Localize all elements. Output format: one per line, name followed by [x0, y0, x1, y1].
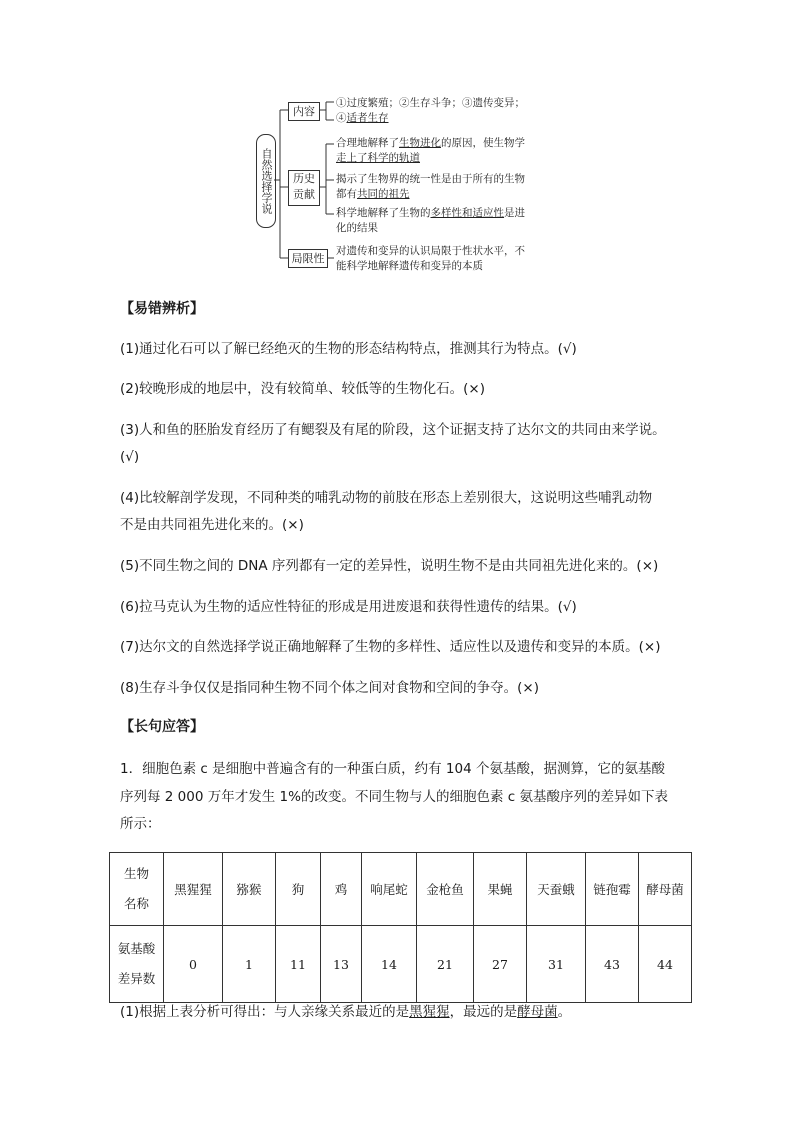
limit-text: 对遗传和变异的认识局限于性状水平，不 能科学地解释遗传和变异的本质: [336, 245, 525, 272]
section-heading-long-answer: 【长句应答】: [120, 719, 204, 735]
judgement-item-7: (7)达尔文的自然选择学说正确地解释了生物的多样性、适应性以及遗传和变异的本质。(×): [120, 639, 661, 655]
judgement-item-8: (8)生存斗争仅仅是指同种生物不同个体之间对食物和空间的争夺。(×): [120, 680, 539, 696]
organism-cell: 鸡: [321, 853, 362, 926]
table-header-organism: 生物 名称: [110, 853, 164, 926]
judgement-item-4-cont: 不是由共同祖先进化来的。(×): [120, 517, 304, 533]
difference-cell: 13: [321, 926, 362, 1003]
question-1-answer: (1)根据上表分析可得出：与人亲缘关系最近的是黑猩猩，最远的是酵母菌。: [120, 1004, 572, 1020]
diagram-root-label: 自然选择学说: [256, 134, 276, 228]
organism-cell: 猕猴: [223, 853, 276, 926]
question-1-line-2: 序列每 2 000 万年才发生 1%的改变。不同生物与人的细胞色素 c 氨基酸序列的差异如下表: [120, 789, 668, 805]
content-line-2: ④适者生存: [336, 112, 389, 124]
organism-cell: 天蚕蛾: [527, 853, 586, 926]
content-label: 内容: [288, 102, 320, 121]
limit-label: 局限性: [288, 249, 328, 268]
difference-cell: 44: [639, 926, 692, 1003]
natural-selection-diagram: [248, 92, 548, 282]
judgement-item-6: (6)拉马克认为生物的适应性特征的形成是用进废退和获得性遗传的结果。(√): [120, 599, 577, 615]
section-heading-errors: 【易错辨析】: [120, 301, 204, 317]
difference-cell: 27: [474, 926, 527, 1003]
judgement-item-3-cont: (√): [120, 449, 140, 465]
difference-cell: 31: [527, 926, 586, 1003]
organism-cell: 黑猩猩: [164, 853, 223, 926]
organism-cell: 酵母菌: [639, 853, 692, 926]
table-header-difference: 氨基酸 差异数: [110, 926, 164, 1003]
question-1-line-3: 所示：: [120, 816, 161, 832]
judgement-item-3: (3)人和鱼的胚胎发育经历了有鳃裂及有尾的阶段，这个证据支持了达尔文的共同由来学说。: [120, 422, 666, 438]
organism-cell: 果蝇: [474, 853, 527, 926]
difference-cell: 21: [417, 926, 474, 1003]
table-row-differences: [110, 926, 692, 1003]
difference-cell: 0: [164, 926, 223, 1003]
judgement-item-5: (5)不同生物之间的 DNA 序列都有一定的差异性，说明生物不是由共同祖先进化来的。(×): [120, 558, 659, 574]
history-label: 历史贡献: [288, 170, 320, 206]
history-item-1: 合理地解释了生物进化的原因，使生物学 走上了科学的轨道: [336, 137, 525, 164]
difference-cell: 1: [223, 926, 276, 1003]
table-row-organisms: [110, 853, 692, 926]
organism-cell: 狗: [276, 853, 321, 926]
judgement-item-4: (4)比较解剖学发现，不同种类的哺乳动物的前肢在形态上差别很大，这说明这些哺乳动物: [120, 490, 653, 506]
organism-cell: 链孢霉: [586, 853, 639, 926]
organism-cell: 金枪鱼: [417, 853, 474, 926]
judgement-item-1: (1)通过化石可以了解已经绝灭的生物的形态结构特点，推测其行为特点。(√): [120, 341, 577, 357]
content-text: [336, 96, 546, 126]
question-1-line-1: 1．细胞色素 c 是细胞中普遍含有的一种蛋白质，约有 104 个氨基酸，据测算，它的氨基酸: [120, 761, 665, 777]
history-item-2: 揭示了生物界的统一性是由于所有的生物 都有共同的祖先: [336, 173, 525, 200]
cytochrome-c-table: [109, 852, 692, 1003]
difference-cell: 43: [586, 926, 639, 1003]
organism-cell: 响尾蛇: [362, 853, 417, 926]
judgement-item-2: (2)较晚形成的地层中，没有较简单、较低等的生物化石。(×): [120, 381, 485, 397]
history-item-3: 科学地解释了生物的多样性和适应性是进 化的结果: [336, 207, 525, 234]
difference-cell: 11: [276, 926, 321, 1003]
difference-cell: 14: [362, 926, 417, 1003]
content-line-1: ①过度繁殖；②生存斗争；③遗传变异；: [336, 97, 525, 109]
